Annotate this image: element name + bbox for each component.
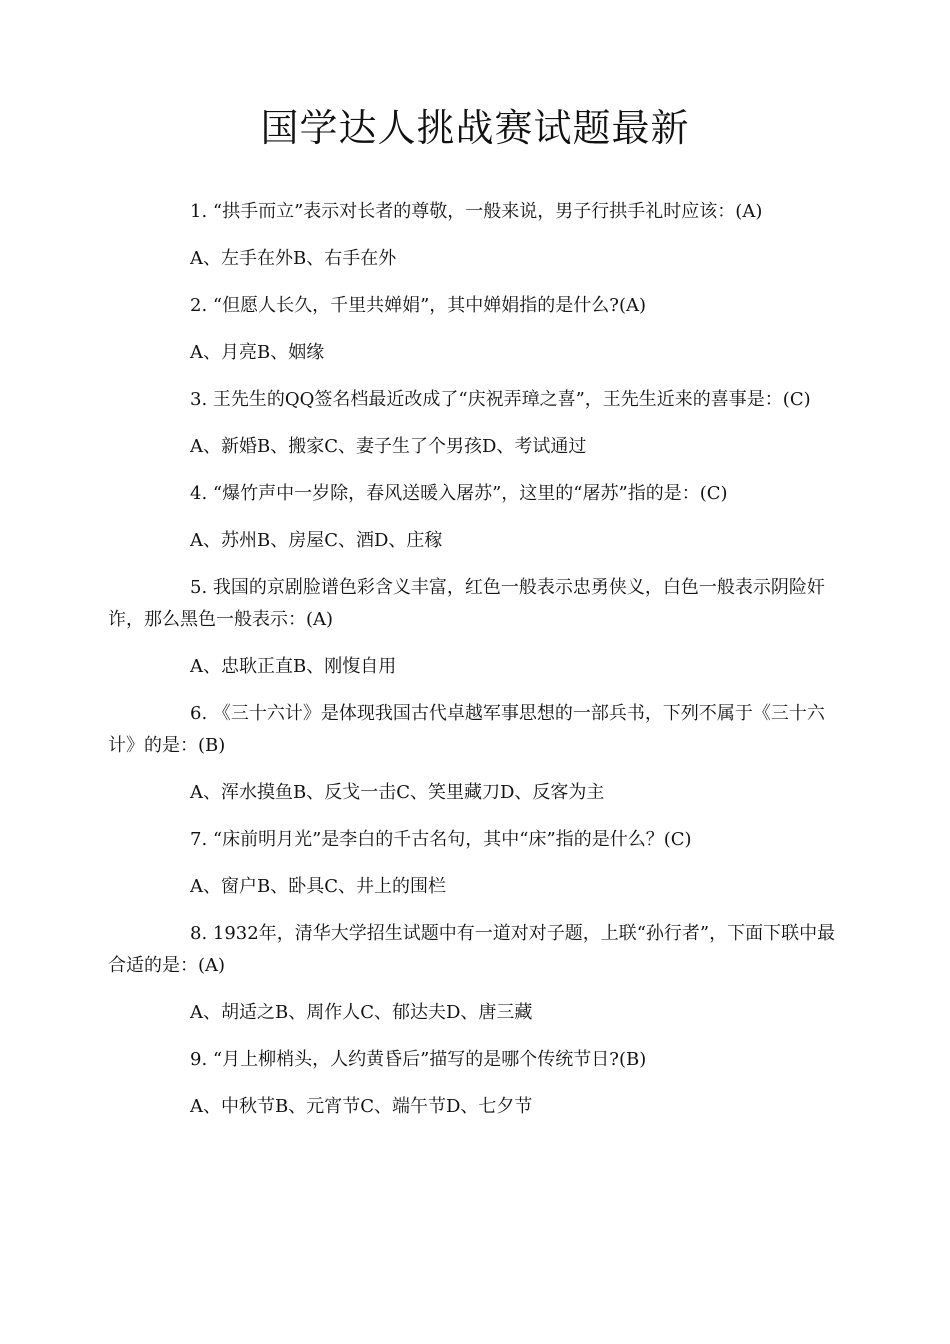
answer-options: A、苏州B、房屋C、酒D、庄稼 xyxy=(190,530,443,551)
question-item-9 xyxy=(108,1044,842,1123)
question-item-1 xyxy=(108,196,842,275)
answer-options: A、忠耿正直B、刚愎自用 xyxy=(190,656,397,677)
question-item-5 xyxy=(108,572,842,683)
answer-options: A、胡适之B、周作人C、郁达夫D、唐三藏 xyxy=(190,1002,533,1023)
question-text: 2. “但愿人长久，千里共婵娟”，其中婵娟指的是什么?(A) xyxy=(190,295,646,316)
answer-options: A、新婚B、搬家C、妻子生了个男孩D、考试通过 xyxy=(190,436,587,457)
answer-options: A、中秋节B、元宵节C、端午节D、七夕节 xyxy=(190,1096,533,1117)
answer-options: A、左手在外B、右手在外 xyxy=(190,248,397,269)
question-text: 3. 王先生的QQ签名档最近改成了“庆祝弄璋之喜”，王先生近来的喜事是：(C) xyxy=(190,389,811,410)
question-text: 1. “拱手而立”表示对长者的尊敬，一般来说，男子行拱手礼时应该：(A) xyxy=(190,201,763,222)
question-list xyxy=(108,196,842,1138)
question-item-6 xyxy=(108,698,842,809)
question-item-2 xyxy=(108,290,842,369)
question-text: 9. “月上柳梢头，人约黄昏后”描写的是哪个传统节日?(B) xyxy=(190,1049,647,1070)
question-text: 6. 《三十六计》是体现我国古代卓越军事思想的一部兵书，下列不属于《三十六计》的是：(B) xyxy=(108,703,825,756)
question-item-3 xyxy=(108,384,842,463)
question-item-8 xyxy=(108,918,842,1029)
answer-options: A、月亮B、姻缘 xyxy=(190,342,325,363)
question-text: 5. 我国的京剧脸谱色彩含义丰富，红色一般表示忠勇侠义，白色一般表示阴险奸诈，那么黑色一般表示：(A) xyxy=(108,577,825,630)
answer-options: A、窗户B、卧具C、井上的围栏 xyxy=(190,876,446,897)
question-text: 8. 1932年，清华大学招生试题中有一道对对子题，上联“孙行者”，下面下联中最合适的是：(A) xyxy=(108,923,836,976)
question-text: 7. “床前明月光”是李白的千古名句，其中“床”指的是什么？(C) xyxy=(190,829,692,850)
question-item-4 xyxy=(108,478,842,557)
document-title: 国学达人挑战赛试题最新 xyxy=(260,106,690,150)
answer-options: A、浑水摸鱼B、反戈一击C、笑里藏刀D、反客为主 xyxy=(190,782,605,803)
question-item-7 xyxy=(108,824,842,903)
question-text: 4. “爆竹声中一岁除，春风送暖入屠苏”，这里的“屠苏”指的是：(C) xyxy=(190,483,728,504)
